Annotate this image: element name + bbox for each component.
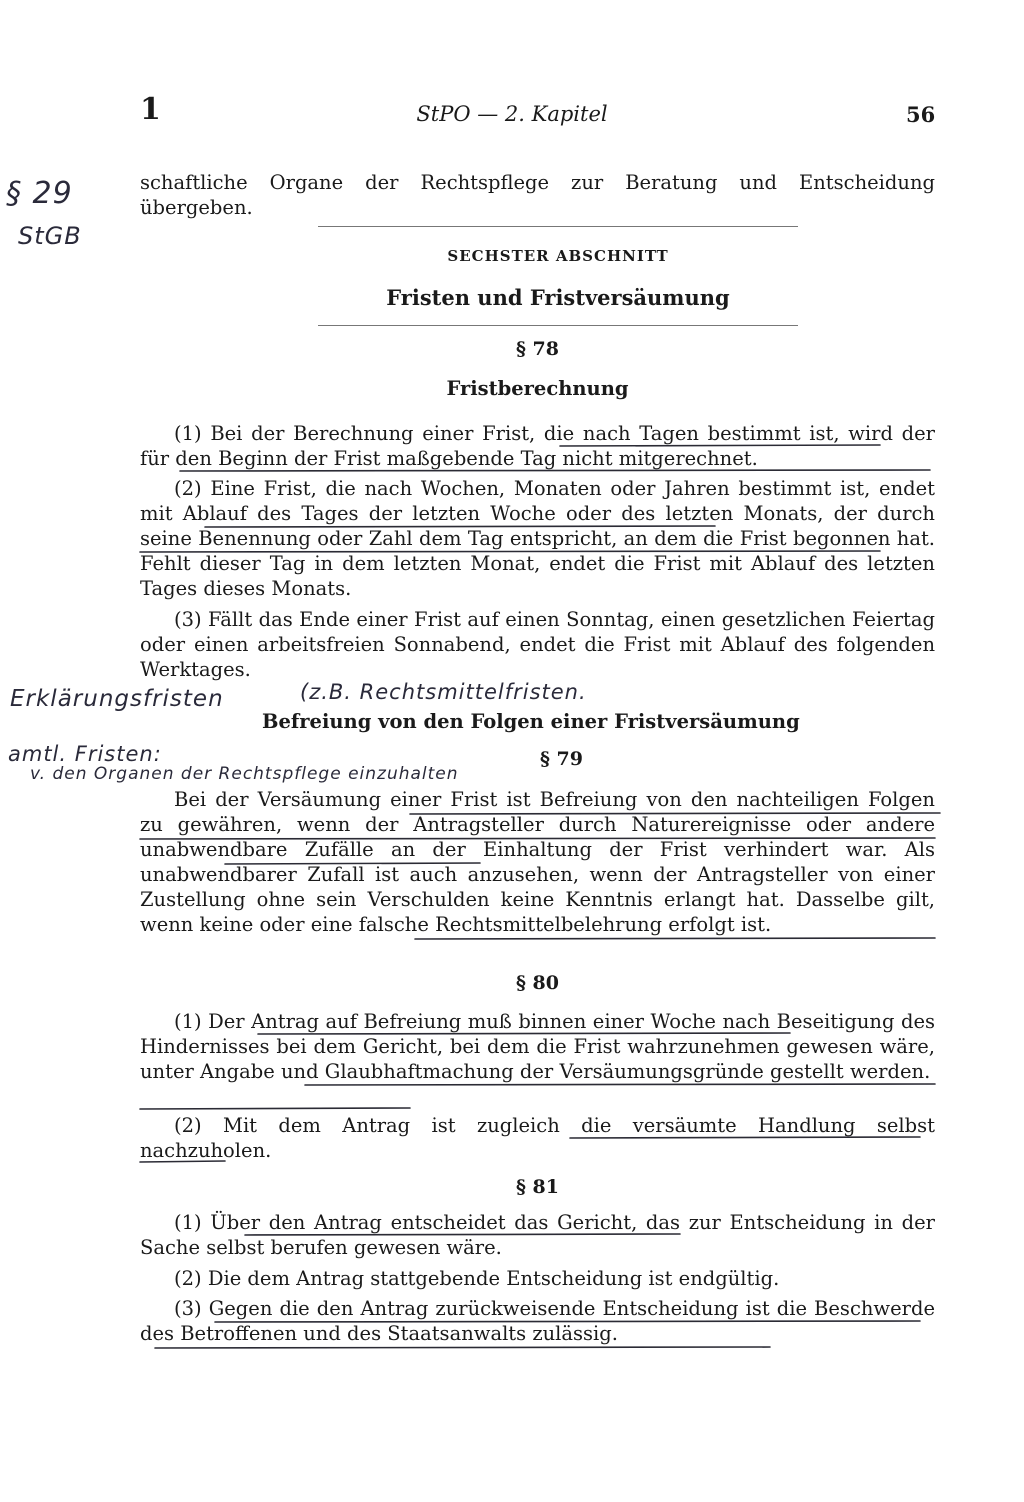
underline-80-d <box>570 1137 920 1138</box>
underline-78-1b <box>180 470 930 471</box>
handwritten-margin-ref: § 29 <box>6 176 73 211</box>
underline-79-d <box>415 938 935 939</box>
page-number: 56 <box>906 102 936 127</box>
intro-text: schaftliche Organe der Rechtspflege zur Beratung und Entscheidung übergeben. <box>140 171 935 219</box>
underline-79-c <box>225 863 480 864</box>
underline-78-1a <box>560 445 880 446</box>
handwritten-note-4: v. den Organen der Rechtspflege einzuhalten <box>30 764 459 784</box>
running-title: StPO — 2. Kapitel <box>416 102 608 126</box>
paragraph-80-number: § 80 <box>516 972 559 994</box>
paragraph-78-1: (1) Bei der Berechnung einer Frist, die nach Tagen bestimmt ist, wird der für den Beginn der Frist maßgebende Tag nicht mitgerechnet. <box>140 422 935 470</box>
befreiung-heading: Befreiung von den Folgen einer Fristversäumung <box>262 710 800 733</box>
chapter-number: 1 <box>140 92 161 127</box>
paragraph-81-2: (2) Die dem Antrag stattgebende Entscheidung ist endgültig. <box>174 1267 780 1290</box>
paragraph-79-text: Bei der Versäumung einer Frist ist Befreiung von den nachteiligen Folgen zu gewähren, wenn der Antragsteller durch Naturereignisse oder andere unabwendbare Zufälle an der Einhaltung der Frist verhindert war. Als unabwendbarer Zufall ist auch anzusehen, wenn der Antragsteller von einer Zustellung ohne sein Verschulden keine Kenntnis erlangt hat. Dasselbe gilt, wenn keine oder eine falsche Rechtsmittelbelehrung erfolgt ist. <box>140 788 935 936</box>
paragraph-78-number: § 78 <box>516 338 559 360</box>
paragraph-78-3: (3) Fällt das Ende einer Frist auf einen Sonntag, einen gesetzlichen Feiertag oder einen arbeitsfreien Sonnabend, endet die Frist mit Ablauf des folgenden Werktages. <box>140 608 935 681</box>
underline-78-2a <box>205 526 715 527</box>
underline-79-b <box>140 838 935 839</box>
handwritten-note-3: amtl. Fristen: <box>8 742 162 766</box>
handwritten-note-2: (z.B. Rechtsmittelfristen. <box>300 680 587 704</box>
underline-78-2b <box>140 551 880 552</box>
underline-79-a <box>410 813 940 814</box>
underline-80-b <box>305 1084 935 1085</box>
paragraph-81-1: (1) Über den Antrag entscheidet das Gericht, das zur Entscheidung in der Sache selbst berufen gewesen wäre. <box>140 1211 935 1259</box>
handwritten-margin-ref-2: StGB <box>18 222 82 250</box>
handwritten-note-1: Erklärungsfristen <box>10 686 224 712</box>
underline-80-a <box>258 1033 790 1034</box>
paragraph-78-title: Fristberechnung <box>446 377 629 400</box>
paragraph-80-2: (2) Mit dem Antrag ist zugleich die versäumte Handlung selbst nachzuholen. <box>140 1114 935 1162</box>
paragraph-80-1: (1) Der Antrag auf Befreiung muß binnen einer Woche nach Beseitigung des Hindernisses bei dem Gericht, bei dem die Frist wahrzunehmen gewesen wäre, unter Angabe und Glaubhaftmachung der Versäumungsgründe gestellt werden. <box>140 1010 935 1083</box>
underline-80-c <box>140 1108 410 1109</box>
paragraph-79-number: § 79 <box>540 748 583 770</box>
underline-81-b <box>215 1321 920 1322</box>
underline-80-e <box>140 1161 225 1162</box>
section-label: SECHSTER ABSCHNITT <box>447 247 669 265</box>
paragraph-81-number: § 81 <box>516 1176 559 1198</box>
underline-81-c <box>155 1347 770 1348</box>
paragraph-78-2: (2) Eine Frist, die nach Wochen, Monaten oder Jahren bestimmt ist, endet mit Ablauf des Tages der letzten Woche oder des letzten Monats, der durch seine Benennung oder Zahl dem Tag entspricht, an dem die Frist begonnen hat. Fehlt dieser Tag in dem letzten Monat, endet die Frist mit Ablauf des letzten Tages dieses Monats. <box>140 477 935 600</box>
paragraph-81-3: (3) Gegen die den Antrag zurückweisende Entscheidung ist die Beschwerde des Betroffenen und des Staatsanwalts zulässig. <box>140 1297 935 1345</box>
underline-81-a <box>245 1234 680 1235</box>
section-title: Fristen und Fristversäumung <box>386 285 730 310</box>
